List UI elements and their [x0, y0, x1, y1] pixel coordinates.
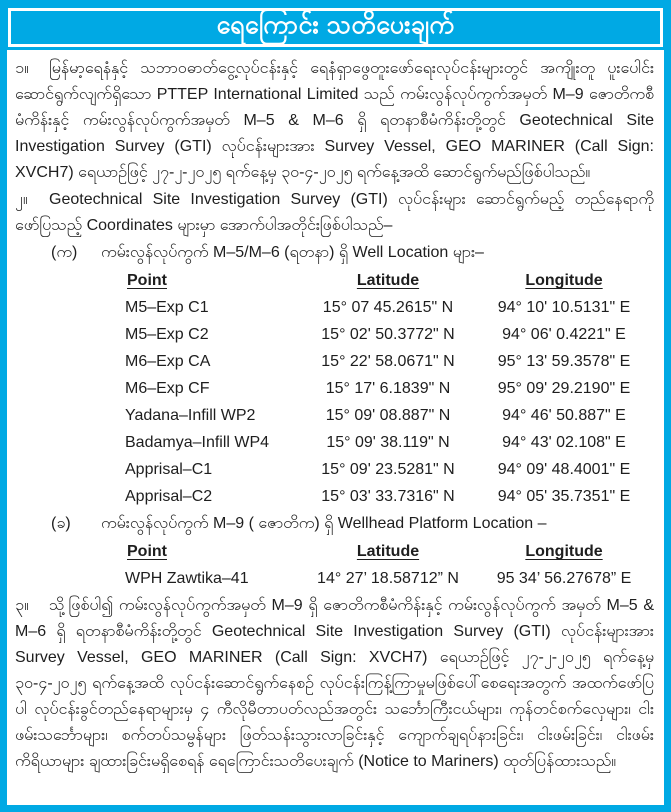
table-cell: 94° 43' 02.108" E	[502, 434, 626, 451]
well-location-table-rows	[125, 294, 654, 510]
column-header-point: Point	[127, 272, 167, 289]
table-header-row	[125, 267, 654, 294]
table-cell: 15° 09' 23.5281" N	[321, 461, 455, 478]
table-cell: Badamya–Infill WP4	[125, 434, 270, 451]
table-cell: 95° 13' 59.3578" E	[497, 353, 631, 370]
table-cell: 15° 17' 6.1839" N	[325, 380, 451, 397]
paragraph-3-text: သို့ဖြစ်ပါ၍ ကမ်းလွန်လုပ်ကွက်အမှတ် M–9 ရှိ ဇောတိကစီမံကိန်းနှင့် ကမ်းလွန်လုပ်ကွက် အမှတ် M–5 & M–6 ရှိ ရတနာစီမံကိန်းတို့တွင် Geotechnical Site Investigation Survey (GTI) လုပ်ငန်းများအား Survey Vessel, GEO MARINER (Call Sign: XVCH7) ရေယာဉ်ဖြင့် ၂၇-၂-၂၀၂၅ ရက်နေ့မှ ၃၀-၄-၂၀၂၅ ရက်နေ့အထိ လုပ်ငန်းဆောင်ရွက်နေစဉ် လုပ်ငန်းကြန့်ကြာမှုမဖြစ်ပေါ်စေရေးအတွက် အထက်ဖော်ပြပါ လုပ်ငန်းခွင်တည်နေရာများမှ ၄ ကီလိုမီတာပတ်လည်အတွင်း သင်္ဘောကြီးငယ်များ၊ ကုန်တင်စက်လှေများ၊ ငါးဖမ်းသင်္ဘောများ၊ စက်တပ်သမ္ဗန်များ ဖြတ်သန်းသွားလာခြင်းနှင့် ကျောက်ချရပ်နားခြင်း၊ ငါးဖမ်းခြင်း၊ ငါးဖမ်းကိရိယာများ ချထားခြင်းမရှိစေရန် ရေကြောင်းသတိပေးချက် (Notice to Mariners) ထုတ်ပြန်ထားသည်။	[15, 597, 654, 770]
section-b-label: (ခ)	[51, 515, 71, 532]
paragraph-1	[15, 56, 654, 186]
notice-header-banner	[8, 8, 663, 47]
table-cell: 95° 09' 29.2190" E	[497, 380, 631, 397]
section-b-heading	[51, 511, 654, 537]
table-cell: 95 34’ 56.27678” E	[496, 570, 632, 587]
paragraph-1-text: မြန်မာ့ရေနံနှင့် သဘာဝဓာတ်ငွေ့လုပ်ငန်းနှင့် ရေနံရှာဖွေတူးဖော်ရေးလုပ်ငန်းများတွင် အကျိုးတူ ပူးပေါင်းဆောင်ရွက်လျက်ရှိသော PTTEP International Limited သည် ကမ်းလွန်လုပ်ကွက်အမှတ် M–9 ဇောတိကစီမံကိန်းနှင့် ကမ်းလွန်လုပ်ကွက်အမှတ် M–5 & M–6 ရှိ ရတနာစီမံကိန်းတို့တွင် Geotechnical Site Investigation Survey (GTI) လုပ်ငန်းများအား Survey Vessel, GEO MARINER (Call Sign: XVCH7) ရေယာဉ်ဖြင့် ၂၇-၂-၂၀၂၅ ရက်နေ့မှ ၃၀-၄-၂၀၂၅ ရက်နေ့အထိ ဆောင်ရွက်မည်ဖြစ်ပါသည်။	[15, 60, 654, 181]
wellhead-platform-table-rows	[125, 565, 654, 592]
table-row	[125, 483, 654, 510]
paragraph-2	[15, 187, 654, 239]
column-header-longitude: Longitude	[525, 272, 603, 289]
paragraph-2-text: Geotechnical Site Investigation Survey (GTI) လုပ်ငန်းများ ဆောင်ရွက်မည့် တည်နေရာကို ဖော်ပြသည့် Coordinates များမှာ အောက်ပါအတိုင်းဖြစ်ပါသည်–	[15, 191, 654, 234]
table-row	[125, 402, 654, 429]
table-cell: Apprisal–C1	[125, 461, 213, 478]
table-cell: 14° 27’ 18.58712” N	[317, 570, 459, 587]
page-title: ရေကြောင်း သတိပေးချက်	[216, 11, 455, 39]
table-cell: 94° 06' 0.4221" E	[502, 326, 626, 343]
notice-body	[7, 50, 664, 805]
table-row	[125, 321, 654, 348]
table-cell: 94° 10' 10.5131" E	[497, 299, 631, 316]
paragraph-1-number: ၁။	[15, 60, 29, 77]
section-b-heading-text: ကမ်းလွန်လုပ်ကွက် M–9 ( ဇောတိက) ရှိ Wellhead Platform Location –	[101, 515, 547, 532]
table-cell: M5–Exp C2	[125, 326, 209, 343]
table-row	[125, 429, 654, 456]
column-header-latitude: Latitude	[356, 272, 420, 289]
section-a-heading	[51, 240, 654, 266]
table-header-row	[125, 538, 654, 565]
section-a-label: (က)	[51, 244, 78, 261]
paragraph-3	[15, 593, 654, 775]
table-cell: 94° 09' 48.4001" E	[497, 461, 631, 478]
table-row	[125, 294, 654, 321]
table-cell: 94° 05' 35.7351" E	[497, 488, 631, 505]
section-a-heading-text: ကမ်းလွန်လုပ်ကွက် M–5/M–6 (ရတနာ) ရှိ Well Location များ–	[101, 244, 484, 261]
table-cell: M5–Exp C1	[125, 299, 209, 316]
table-cell: WPH Zawtika–41	[125, 570, 249, 587]
table-cell: 15° 02' 50.3772" N	[321, 326, 455, 343]
table-cell: 15° 03' 33.7316" N	[321, 488, 455, 505]
column-header-longitude: Longitude	[525, 543, 603, 560]
column-header-point: Point	[127, 543, 167, 560]
table-row	[125, 348, 654, 375]
table-cell: 15° 22' 58.0671" N	[321, 353, 455, 370]
table-row	[125, 375, 654, 402]
wellhead-platform-table	[125, 538, 654, 592]
table-cell: 15° 07 45.2615" N	[322, 299, 454, 316]
paragraph-2-number: ၂။	[15, 191, 28, 208]
table-cell: M6–Exp CA	[125, 353, 211, 370]
well-location-table	[125, 267, 654, 510]
table-cell: Apprisal–C2	[125, 488, 213, 505]
table-row	[125, 456, 654, 483]
column-header-latitude: Latitude	[356, 543, 420, 560]
table-cell: M6–Exp CF	[125, 380, 210, 397]
table-cell: 15° 09' 08.887" N	[325, 407, 451, 424]
table-cell: 94° 46' 50.887" E	[502, 407, 626, 424]
table-row	[125, 565, 654, 592]
table-cell: 15° 09' 38.119" N	[326, 434, 450, 451]
paragraph-3-number: ၃။	[15, 597, 29, 614]
table-cell: Yadana–Infill WP2	[125, 407, 256, 424]
